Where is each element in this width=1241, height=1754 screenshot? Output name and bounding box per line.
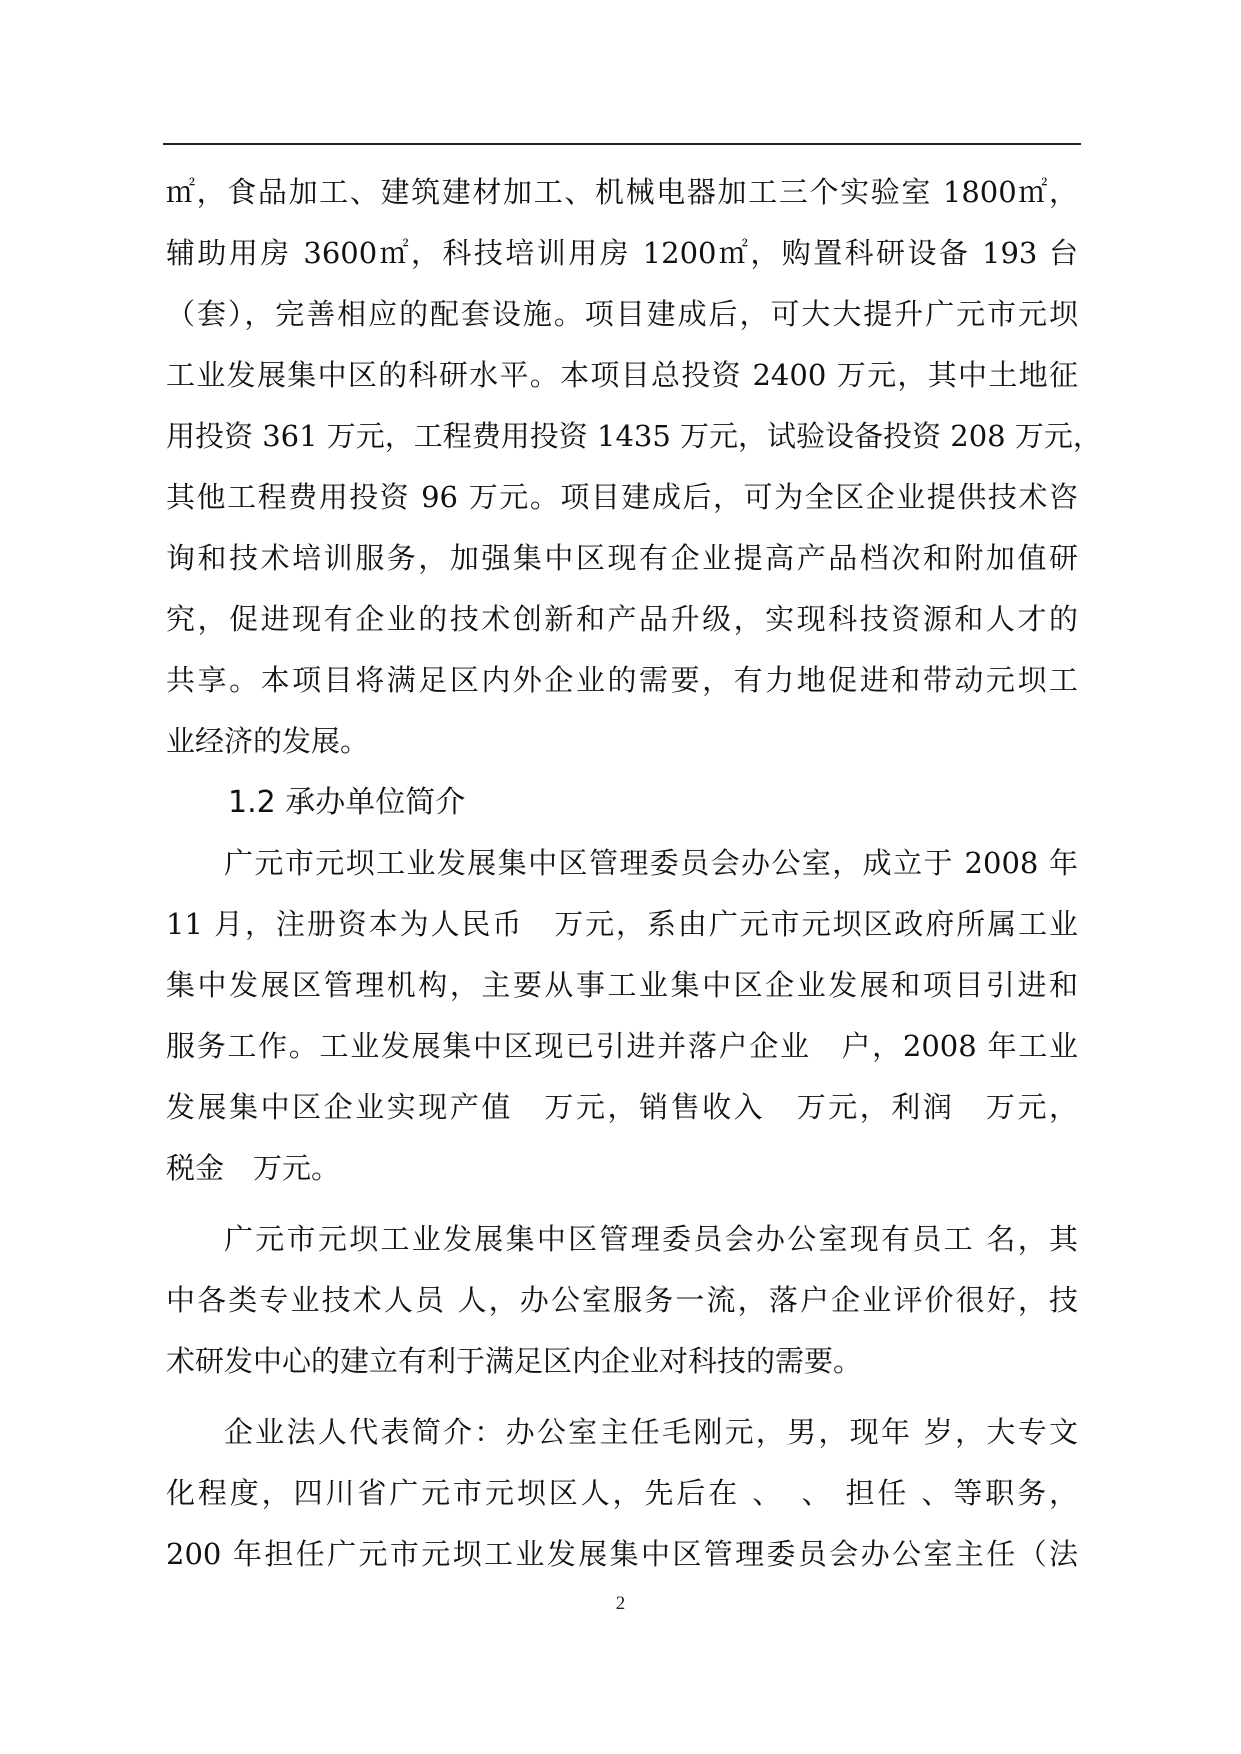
body-line-22: 化程度，四川省广元市元坝区人，先后在 、 、 担任 、等职务，	[166, 1476, 1078, 1510]
page-number: 2	[615, 1593, 626, 1614]
body-line-23: 200 年担任广元市元坝工业发展集中区管理委员会办公室主任（法	[166, 1537, 1078, 1571]
body-line-6: 其他工程费用投资 96 万元。项目建成后，可为全区企业提供技术咨	[166, 480, 1078, 514]
body-line-18: 广元市元坝工业发展集中区管理委员会办公室现有员工 名，其	[224, 1222, 1078, 1256]
body-line-14: 集中发展区管理机构，主要从事工业集中区企业发展和项目引进和	[166, 968, 1078, 1002]
body-line-3: （套），完善相应的配套设施。项目建成后，可大大提升广元市元坝	[166, 297, 1078, 331]
body-line-2: 辅助用房 3600㎡，科技培训用房 1200㎡，购置科研设备 193 台	[166, 236, 1078, 270]
body-line-7: 询和技术培训服务，加强集中区现有企业提高产品档次和附加值研	[166, 541, 1078, 575]
body-line-15: 服务工作。工业发展集中区现已引进并落户企业 户，2008 年工业	[166, 1029, 1078, 1063]
body-line-12: 广元市元坝工业发展集中区管理委员会办公室，成立于 2008 年	[224, 846, 1078, 880]
paragraph-gap	[166, 1392, 1078, 1402]
body-line-5: 用投资 361 万元，工程费用投资 1435 万元，试验设备投资 208 万元，	[166, 419, 1102, 453]
body-line-13: 11 月，注册资本为人民币 万元，系由广元市元坝区政府所属工业	[166, 907, 1078, 941]
body-line-8: 究，促进现有企业的技术创新和产品升级，实现科技资源和人才的	[166, 602, 1078, 636]
paragraph-gap	[166, 1199, 1078, 1209]
body-line-4: 工业发展集中区的科研水平。本项目总投资 2400 万元，其中土地征	[166, 358, 1078, 392]
section-heading: 1.2 承办单位简介	[228, 785, 466, 820]
body-line-10: 业经济的发展。	[166, 724, 370, 758]
body-line-21: 企业法人代表简介：办公室主任毛刚元，男，现年 岁，大专文	[224, 1415, 1078, 1449]
body-line-17: 税金 万元。	[166, 1151, 341, 1185]
page-body	[166, 162, 1102, 1585]
header-rule	[163, 143, 1081, 145]
body-line-20: 术研发中心的建立有利于满足区内企业对科技的需要。	[166, 1344, 863, 1378]
body-line-19: 中各类专业技术人员 人，办公室服务一流，落户企业评价很好，技	[166, 1283, 1078, 1317]
body-line-1: ㎡，食品加工、建筑建材加工、机械电器加工三个实验室 1800㎡，	[166, 175, 1078, 209]
body-line-9: 共享。本项目将满足区内外企业的需要，有力地促进和带动元坝工	[166, 663, 1078, 697]
body-line-16: 发展集中区企业实现产值 万元，销售收入 万元，利润 万元，	[166, 1090, 1078, 1124]
